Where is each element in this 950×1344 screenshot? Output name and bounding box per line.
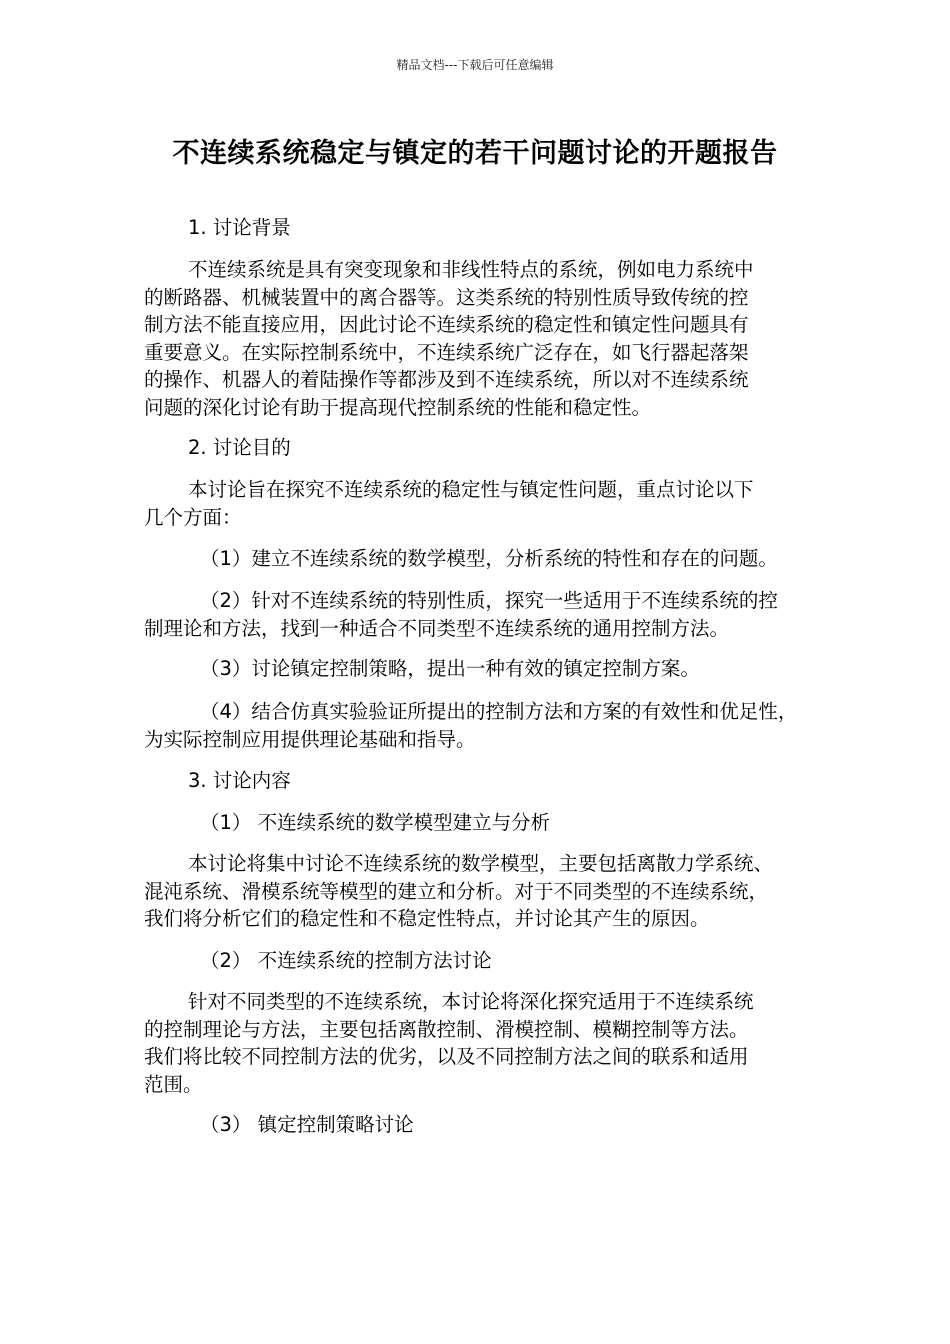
objective-item-2 (144, 587, 812, 642)
objective-item-3 (144, 655, 812, 683)
paragraph-line: 我们将比较不同控制方法的优劣，以及不同控制方法之间的联系和适用 (144, 1045, 749, 1068)
paragraph-objectives-intro (144, 476, 812, 531)
paragraph-line: 混沌系统、滑模系统等模型的建立和分析。对于不同类型的不连续系统， (144, 879, 769, 903)
paragraph-line: （1）建立不连续系统的数学模型，分析系统的特性和存在的问题。 (200, 547, 778, 570)
paragraph-line: 不连续系统是具有突变现象和非线性特点的系统，例如电力系统中 (188, 258, 754, 281)
section-heading-objectives: 2. 讨论目的 (188, 436, 291, 459)
paragraph-line: 我们将分析它们的稳定性和不稳定性特点，并讨论其产生的原因。 (144, 907, 710, 930)
subsection-heading-1: （1） 不连续系统的数学模型建立与分析 (200, 811, 551, 834)
paragraph-line: 制理论和方法，找到一种适合不同类型不连续系统的通用控制方法。 (144, 616, 730, 640)
paragraph-background (144, 256, 812, 421)
section-heading-background: 1. 讨论背景 (188, 216, 291, 239)
paragraph-line: 本讨论将集中讨论不连续系统的数学模型，主要包括离散力学系统、 (188, 852, 774, 875)
paragraph-line: 问题的深化讨论有助于提高现代控制系统的性能和稳定性。 (144, 395, 652, 419)
header-note: 精品文档---下载后可任意编辑 (396, 58, 554, 72)
subsection-heading-3: （3） 镇定控制策略讨论 (200, 1113, 414, 1136)
document-title: 不连续系统稳定与镇定的若干问题讨论的开题报告 (172, 138, 778, 169)
paragraph-line: 为实际控制应用提供理论基础和指导。 (144, 727, 476, 751)
paragraph-line: 的操作、机器人的着陆操作等都涉及到不连续系统，所以对不连续系统 (144, 368, 749, 391)
paragraph-content-1 (144, 850, 812, 933)
objective-item-1 (144, 545, 812, 573)
objective-item-4 (144, 698, 812, 753)
paragraph-line: 的断路器、机械装置中的离合器等。这类系统的特别性质导致传统的控 (144, 285, 749, 309)
subsection-heading-2: （2） 不连续系统的控制方法讨论 (200, 949, 492, 972)
paragraph-line: 范围。 (144, 1072, 203, 1096)
paragraph-line: 几个方面： (144, 505, 242, 529)
paragraph-line: 制方法不能直接应用，因此讨论不连续系统的稳定性和镇定性问题具有 (144, 313, 749, 336)
paragraph-line: （4）结合仿真实验验证所提出的控制方法和方案的有效性和优足性， (200, 700, 798, 723)
paragraph-line: 重要意义。在实际控制系统中，不连续系统广泛存在，如飞行器起落架 (144, 340, 749, 364)
paragraph-content-2 (144, 988, 812, 1098)
paragraph-line: 的控制理论与方法，主要包括离散控制、滑模控制、模糊控制等方法。 (144, 1017, 749, 1041)
section-heading-content: 3. 讨论内容 (188, 769, 291, 792)
paragraph-line: （2）针对不连续系统的特别性质，探究一些适用于不连续系统的控 (200, 589, 778, 612)
paragraph-line: 针对不同类型的不连续系统，本讨论将深化探究适用于不连续系统 (188, 990, 754, 1013)
paragraph-line: （3）讨论镇定控制策略，提出一种有效的镇定控制方案。 (200, 657, 700, 680)
paragraph-line: 本讨论旨在探究不连续系统的稳定性与镇定性问题，重点讨论以下 (188, 478, 754, 501)
